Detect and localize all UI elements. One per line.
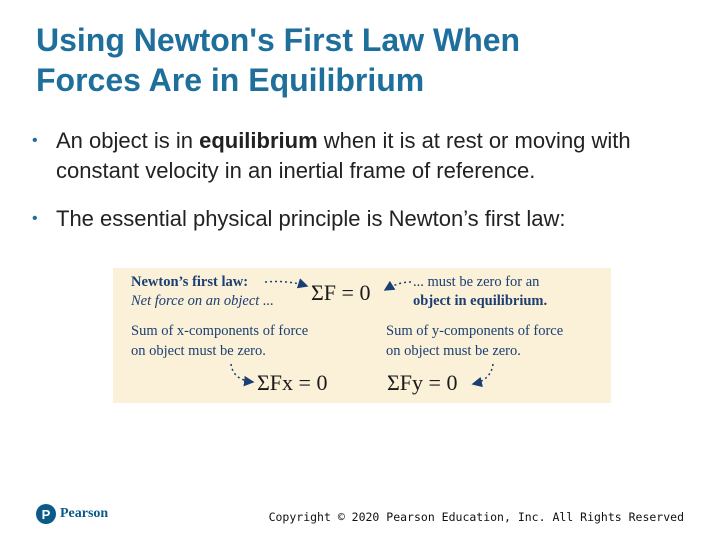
- y-components-line-1: Sum of y-components of force: [386, 323, 564, 339]
- bullet-1-pre: An object is in: [56, 128, 200, 153]
- bullet-1-bold: equilibrium: [199, 128, 318, 153]
- copyright-footer: Copyright © 2020 Pearson Education, Inc. All Rights Reserved: [268, 510, 684, 524]
- pearson-logo: [36, 503, 108, 525]
- figure-diagram: [113, 268, 611, 403]
- arrow-x-components: [231, 364, 253, 382]
- y-components-line-2: on object must be zero.: [386, 343, 521, 359]
- newtons-first-law-figure: [113, 268, 611, 403]
- equation-sum-fy: ΣFy = 0: [387, 370, 458, 395]
- pearson-logo-text: Pearson: [60, 506, 109, 521]
- bullet-item: [32, 126, 692, 186]
- title-line-2: Forces Are in Equilibrium: [36, 62, 425, 98]
- x-components-line-2: on object must be zero.: [131, 343, 266, 359]
- equation-sum-f: ΣF = 0: [311, 280, 371, 305]
- arrow-y-components: [473, 364, 493, 384]
- label-object-equilibrium: object in equilibrium.: [413, 293, 548, 309]
- bullet-1-post: when it is at rest or moving with constant velocity in an inertial frame of reference.: [56, 128, 631, 183]
- arrow-first-law: [265, 282, 307, 287]
- bullet-dot-icon: •: [32, 210, 38, 227]
- arrow-must-be-zero: [385, 282, 411, 290]
- x-components-line-1: Sum of x-components of force: [131, 323, 309, 339]
- pearson-logo-icon: P: [36, 504, 56, 524]
- bullet-list: [32, 126, 692, 252]
- equation-sum-fx: ΣFx = 0: [257, 370, 328, 395]
- title-line-1: Using Newton's First Law When: [36, 22, 521, 58]
- slide-title: [36, 20, 676, 100]
- bullet-dot-icon: •: [32, 132, 38, 149]
- label-net-force: Net force on an object ...: [131, 293, 274, 309]
- label-first-law: Newton’s first law:: [131, 274, 249, 290]
- bullet-2-text: The essential physical principle is Newton’s first law:: [56, 206, 566, 231]
- label-must-be-zero: ... must be zero for an: [413, 274, 540, 290]
- bullet-item: [32, 204, 692, 234]
